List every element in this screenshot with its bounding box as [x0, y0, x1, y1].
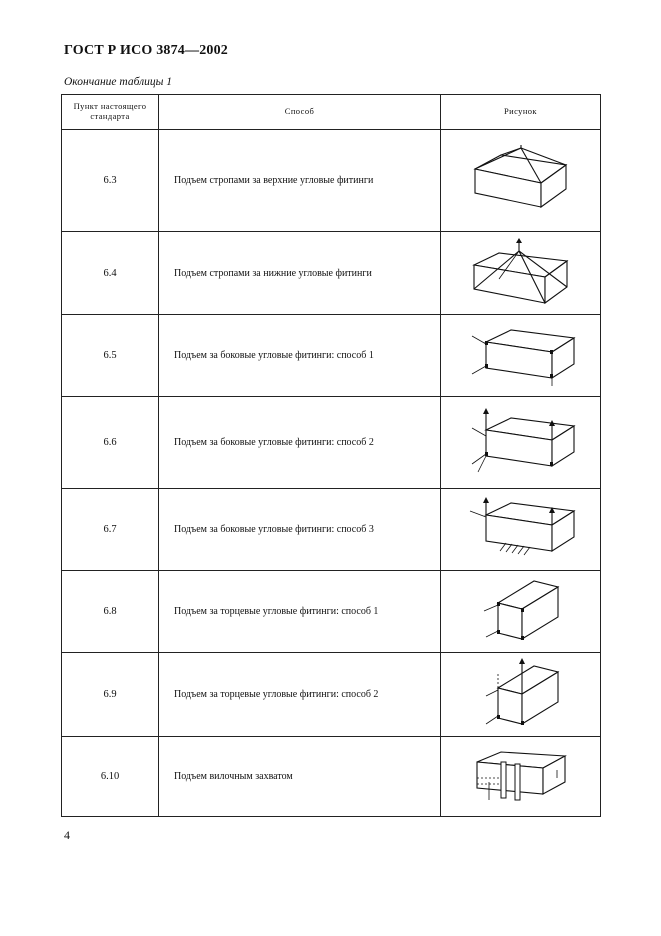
figure-cell: [441, 653, 601, 737]
column-header-method: Способ: [159, 95, 441, 130]
column-header-clause: Пункт настоящего стандарта: [62, 95, 159, 130]
method-description: Подъем вилочным захватом: [159, 737, 441, 817]
method-description: Подъем за торцевые угловые фитинги: способ 2: [159, 653, 441, 737]
table-row: [62, 397, 601, 489]
clause-number: 6.9: [62, 653, 159, 737]
clause-number: 6.5: [62, 315, 159, 397]
clause-number: 6.4: [62, 232, 159, 315]
method-description: Подъем стропами за верхние угловые фитинги: [159, 130, 441, 232]
container-end-lift-2-figure: [476, 658, 566, 732]
lifting-methods-table: [61, 94, 601, 817]
method-description: Подъем за боковые угловые фитинги: способ 1: [159, 315, 441, 397]
clause-number: 6.6: [62, 397, 159, 489]
document-header: ГОСТ Р ИСО 3874—2002: [64, 43, 229, 58]
table-row: [62, 489, 601, 571]
table-header-row: [62, 95, 601, 130]
clause-number: 6.10: [62, 737, 159, 817]
figure-cell: [441, 315, 601, 397]
container-side-lift-2-figure: [466, 406, 576, 480]
container-bottom-sling-figure: [469, 237, 573, 309]
figure-cell: [441, 232, 601, 315]
figure-cell: [441, 397, 601, 489]
table-row: [62, 232, 601, 315]
table-row: [62, 653, 601, 737]
container-forklift-figure: [471, 748, 571, 806]
container-side-lift-3-figure: [466, 495, 576, 565]
table-caption: Окончание таблицы 1: [64, 76, 172, 88]
column-header-figure: Рисунок: [441, 95, 601, 130]
figure-cell: [441, 571, 601, 653]
method-description: Подъем за торцевые угловые фитинги: способ 1: [159, 571, 441, 653]
clause-number: 6.3: [62, 130, 159, 232]
container-top-sling-figure: [471, 145, 571, 217]
table-row: [62, 130, 601, 232]
figure-cell: [441, 130, 601, 232]
container-end-lift-1-figure: [476, 577, 566, 647]
table-row: [62, 571, 601, 653]
method-description: Подъем за боковые угловые фитинги: способ 2: [159, 397, 441, 489]
page-number: 4: [64, 828, 70, 842]
clause-number: 6.8: [62, 571, 159, 653]
figure-cell: [441, 489, 601, 571]
table-row: [62, 737, 601, 817]
clause-number: 6.7: [62, 489, 159, 571]
method-description: Подъем за боковые угловые фитинги: способ 3: [159, 489, 441, 571]
method-description: Подъем стропами за нижние угловые фитинги: [159, 232, 441, 315]
table-row: [62, 315, 601, 397]
figure-cell: [441, 737, 601, 817]
container-side-lift-1-figure: [466, 322, 576, 390]
